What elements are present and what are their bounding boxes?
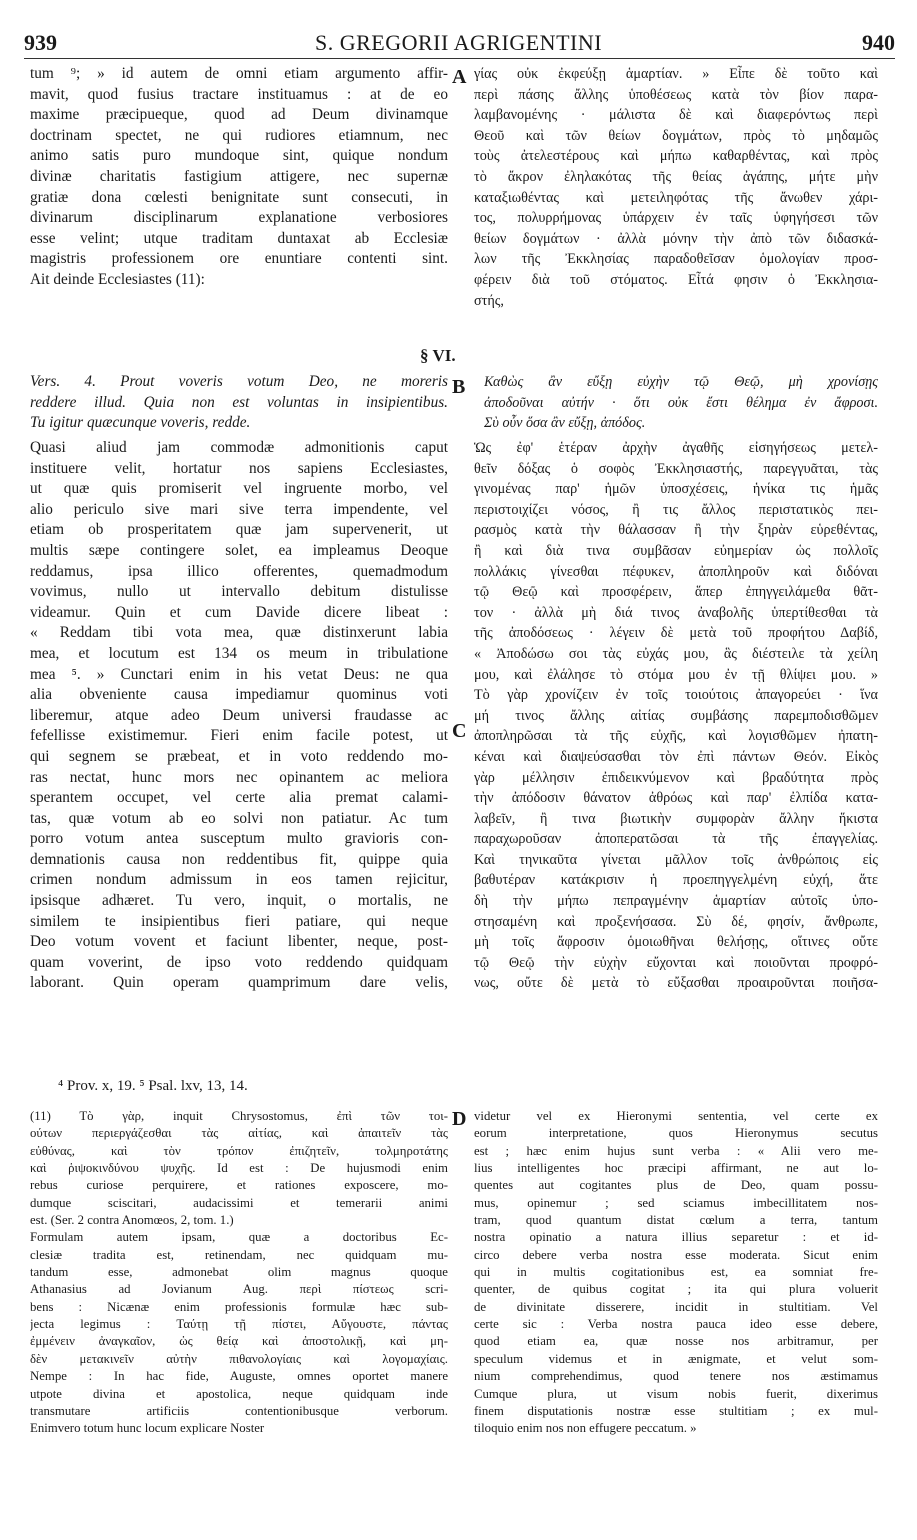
- latin-column-top: [30, 64, 448, 291]
- margin-marker-b: B: [452, 376, 466, 398]
- text-line: reddere illud. Quia non est voluntas in insipientibus.: [30, 393, 448, 411]
- text-line: bens : Nicænæ enim professionis formulæ hæc sub-: [30, 1299, 448, 1314]
- text-line: circo debere verba nostra esse moderata. Sicut enim: [474, 1247, 878, 1262]
- text-line: liberemur, atque adeo Deum universi fraudasse ac: [30, 706, 448, 724]
- text-line: qui segnem se præbeat, et in voto reddendo mo-: [30, 747, 448, 765]
- text-line: ipsisque adhæret. Tu vero, inquit, o mortalis, ne: [30, 892, 448, 910]
- text-line: mea, et locutum est 134 os meum in tribulatione: [30, 644, 448, 662]
- text-line: demnationis causa non reddentibus fit, quippe quia: [30, 850, 448, 868]
- text-line: γίας οὐκ ἐκφεύξῃ ἁμαρτίαν. » Εἶπε δὲ τοῦτο καὶ: [474, 66, 878, 82]
- text-line: τοὺς ἀτελεστέρους καὶ μήπω καθαρθέντας, καὶ πρὸς: [474, 148, 878, 165]
- text-line: porro votum antea susceptum multo gravioris con-: [30, 830, 448, 848]
- text-line: Καθὼς ἂν εὔξῃ εὐχὴν τῷ Θεῷ, μὴ χρονίσῃς: [484, 374, 878, 390]
- text-line: instituere velit, hortatur nos sapiens Ecclesiastes,: [30, 459, 448, 477]
- text-line: περιστοιχίζει νόσος, ἢ τις ἄλλος περιστατικὸς πει-: [474, 501, 878, 518]
- text-line: crimen nondum admissum in eos tamen rejicitur,: [30, 871, 448, 889]
- text-line: εὐθύνας, καὶ τὸν τρόπον ἐπιζητεῖν, τολμηροτάτης: [30, 1143, 448, 1158]
- text-line: lius intelligentes hoc præcipi affirmant, ne aut lo-: [474, 1161, 878, 1176]
- text-line: videtur vel ex Hieronymi sententia, vel certe ex: [474, 1109, 878, 1123]
- text-line: tandum esse, admonebat olim magnus quoque: [30, 1265, 448, 1280]
- text-line: δὲν μετακινεῖν αὐτὴν πιθανολογίαις καὶ λογομαχίαις.: [30, 1351, 448, 1366]
- text-line: tas, quæ votum ab eo solvi non patiatur. Ac tum: [30, 809, 448, 827]
- text-line: esse velint; utque traditam duntaxat ab Ecclesiæ: [30, 229, 448, 247]
- text-line: Σὺ οὖν ὅσα ἂν εὔξῃ, ἀπόδος.: [484, 415, 646, 432]
- page-number-right: 940: [862, 30, 895, 55]
- text-line: similem te insipientibus fieri patiare, qui neque: [30, 912, 448, 930]
- text-line: rebus curiose perquirere, et rationes exposcere, mo-: [30, 1178, 448, 1193]
- text-line: magistris professionem ore enuntiare contenti sint.: [30, 250, 448, 268]
- text-line: Cumque plura, ut visum nobis fuerit, dixerimus: [474, 1386, 878, 1401]
- text-line: finem disputationis nostræ esse stultitiam ; ex mul-: [474, 1403, 878, 1418]
- text-line: Deo votum vovent et faciunt libenter, neque, post-: [30, 933, 448, 951]
- text-line: δὴ τὴν μήπω πεπραγμένην ἁμαρτίαν αὐτοῖς ὑπο-: [474, 893, 878, 910]
- text-line: mea ⁵. » Cunctari enim in his vetat Deus: ne qua: [30, 665, 448, 683]
- text-line: Athanasius ad Jovianum Aug. περὶ πίστεως scri-: [30, 1282, 448, 1297]
- text-line: quod etiam ea, quæ nosse nos arbitramur, per: [474, 1334, 878, 1349]
- text-line: « Ἀποδώσω σοι τὰς εὐχάς μου, ἃς διέστειλε τὰ χείλη: [474, 645, 878, 662]
- text-line: Enimvero totum hunc locum explicare Noster: [30, 1421, 265, 1436]
- text-line: στής,: [474, 292, 504, 309]
- text-line: quentes aut cogitantes plus de Deo, quam possu-: [474, 1178, 878, 1193]
- text-line: « Reddam tibi vota mea, quæ distinxerunt labia: [30, 624, 448, 642]
- text-line: ἀποδοῦναι αὐτήν · ὅτι οὐκ ἔστι θέλημα ἐν ἄφροσι.: [484, 394, 878, 411]
- header-rule: [24, 58, 895, 59]
- text-line: quam voverint, de ipso voto reddendo quidquam: [30, 953, 448, 971]
- text-line: φέρειν διὰ τοῦ στόματος. Εἶτά φησιν ὁ Ἐκκλησια-: [474, 271, 878, 288]
- text-line: Tu igitur quæcunque voveris, redde.: [30, 414, 251, 432]
- page-number-left: 939: [24, 30, 57, 55]
- text-line: μὴ τοῖς ἄφροσιν ὁμοιωθῆναι θελήσῃς, οἵτινες οὔτε: [474, 934, 878, 951]
- text-line: ούτων περιεργάζεσθαι τὰς αἰτίας, καὶ ἀπαιτεῖν τὰς: [30, 1126, 448, 1141]
- text-line: reddamus, ipsa illico offerentes, quemadmodum: [30, 562, 448, 580]
- text-line: στησαμένη καὶ προξενήσασα. Σὺ δέ, φησίν, ἄνθρωπε,: [474, 913, 878, 930]
- text-line: ἐμμένειν ἀναγκαῖον, ὡς θείᾳ καὶ ἀποστολικῇ, καὶ μη-: [30, 1334, 448, 1349]
- text-line: qui in multis cogitationibus est, ea somniat fre-: [474, 1265, 878, 1280]
- text-line: clesiæ tradita est, retinendam, nec quidquam mu-: [30, 1247, 448, 1262]
- text-line: Nempe : In hac fide, Auguste, omnes oportet manere: [30, 1369, 448, 1384]
- text-line: γινομένας παρ' ἡμῶν ὑποσχέσεις, ἡνίκα τις ἡμᾶς: [474, 481, 878, 498]
- text-line: θεῖν δόξας ὁ σοφὸς Ἐκκλησιαστής, παρεγγυᾶται, τὰς: [474, 460, 878, 477]
- text-line: maxime præcipueque, quod ad Deum divinamque: [30, 106, 448, 124]
- margin-marker-c: C: [452, 720, 467, 742]
- text-line: est. (Ser. 2 contra Anomœos, 2, tom. 1.): [30, 1213, 234, 1228]
- text-line: γὰρ μέλλησιν ἐπιδεικνύμενον καὶ βραδύτητα πρὸς: [474, 769, 878, 786]
- text-line: Τὸ γὰρ χρονίζειν ἐν τοῖς τοιούτοις ἀπαγορεύει · ἵνα: [474, 687, 878, 704]
- text-line: (11) Τὸ γὰρ, inquit Chrysostomus, ἐπὶ τῶν τοι-: [30, 1109, 448, 1123]
- text-line: laborant. Quin operam quamprimum dare velis,: [30, 974, 448, 992]
- running-header: [0, 26, 917, 60]
- running-title: S. GREGORII AGRIGENTINI: [314, 30, 603, 55]
- greek-column-main: [474, 438, 878, 994]
- latin-column-main: [30, 438, 448, 994]
- text-line: tram, quod quantum distat cœlum a terra, tantum: [474, 1213, 878, 1228]
- text-line: τῆς ἀποδόσεως · λέγειν δὲ μετὰ τοῦ προφήτου Δαβίδ,: [474, 625, 878, 642]
- text-line: τῷ Θεῷ τὴν εὐχὴν εὔχονται καὶ ποιοῦνται προφρό-: [474, 954, 878, 971]
- text-line: alio periculo sive mari sive terra impendente, vel: [30, 500, 448, 518]
- text-line: jecta legimus : Ταύτῃ τῇ πίστει, Αὔγουστε, πάντας: [30, 1317, 448, 1332]
- text-line: sperantem occupet, vel certe alia premat calami-: [30, 789, 448, 807]
- text-line: Quasi aliud jam commodæ admonitionis caput: [30, 439, 448, 456]
- text-line: de divinitate disserere, incidit in stultitiam. Vel: [474, 1299, 878, 1314]
- text-line: quenter, de quibus cogitat ; ita qui plura voluerit: [474, 1282, 878, 1297]
- text-line: Ὡς ἐφ' ἑτέραν ἀρχὴν ἀγαθῆς εἰσηγήσεως μετελ-: [474, 440, 878, 456]
- text-line: βαθυτέραν κατάκρισιν ἡ προεπηγγελμένη εὐχή, ἅτε: [474, 872, 878, 889]
- text-line: ras nectat, hunc mors nec opinantem ac meliora: [30, 768, 448, 786]
- text-line: divinæ charitatis fastigium attigere, nec supernæ: [30, 167, 448, 185]
- text-line: gratiæ dona cœlesti benignitate sunt consecuti, in: [30, 188, 448, 206]
- text-line: περὶ πάσης ἄλλης ὑποθέσεως κατὰ τὸν βίον παρα-: [474, 86, 878, 103]
- text-line: λων τῆς Ἐκκλησίας παραδοθεῖσαν ὁμολογίαν προσ-: [474, 251, 878, 268]
- text-line: mavit, quod fusius tractare instituamus : at de eo: [30, 85, 448, 103]
- text-line: Ait deinde Ecclesiastes (11):: [30, 270, 205, 288]
- text-line: Θεοῦ καὶ τῶν θείων δογμάτων, πρὸς τὸ μηδαμῶς: [474, 127, 878, 144]
- text-line: certe sic : Verba nostra pauca ideo esse debere,: [474, 1317, 878, 1332]
- section-heading: § VI.: [420, 346, 456, 365]
- text-line: μου, καὶ ἐλάλησε τὸ στόμα μου ἐν τῇ θλίψει μου. »: [474, 666, 878, 683]
- text-line: vovimus, nullo ut intervallo debitum distulisse: [30, 583, 448, 601]
- text-line: ἀποπληρῶσαι τὰ τῆς εὐχῆς, καὶ λογισθῶμεν ἠπατη-: [474, 728, 878, 745]
- text-line: est ; hæc enim hujus sunt verba : « Alii vero me-: [474, 1143, 878, 1158]
- text-line: καὶ ῥιψοκινδύνου ψυχῆς. Id est : De hujusmodi enim: [30, 1161, 448, 1176]
- right-notes: [474, 1108, 878, 1438]
- text-line: τὴν ἀπόδοσιν θάνατον ἀθρόως καὶ παρ' ἐλπίδα κατα-: [474, 790, 878, 807]
- text-line: ἢ καὶ διὰ τινα συμβᾶσαν εὐημερίαν ὡς πολλοῖς: [474, 542, 878, 559]
- text-line: mus, opinemur ; sed sciamus imbecillitatem nos-: [474, 1195, 878, 1210]
- greek-column-top: [474, 64, 878, 311]
- footnote-references: ⁴ Prov. x, 19. ⁵ Psal. lxv, 13, 14.: [58, 1078, 248, 1094]
- text-line: τον · ἀλλὰ μὴ διά τινος ἀναβολῆς ὑπερτίθεσθαι τὰ: [474, 604, 878, 621]
- text-line: θείων δογμάτων · ἀλλὰ μόνην τὴν ἀπὸ τῶν διδασκά-: [474, 230, 878, 247]
- text-line: transmutare artificiis contentionibusque verborum.: [30, 1403, 448, 1418]
- text-line: λαβεῖν, ἢ τινα βιωτικὴν συμφορὰν ἄλλην ἥκιστα: [474, 810, 878, 827]
- text-line: ut quæ quis promiserit vel ingruente morbo, vel: [30, 480, 448, 498]
- margin-marker-a: A: [452, 66, 467, 88]
- text-line: Καὶ τηνικαῦτα γίνεται μᾶλλον τοῖς ἀνθρώποις εἰς: [474, 851, 878, 868]
- text-line: dumque sciscitari, audacissimi et temerarii animi: [30, 1195, 448, 1210]
- margin-marker-d: D: [452, 1108, 467, 1130]
- text-line: ρασμὸς κατὰ τὴν θάλασσαν ἢ τὴν ξηρὰν εὑρεθέντας,: [474, 522, 878, 539]
- text-line: divinarum disciplinarum explanatione verbosiores: [30, 209, 448, 227]
- text-line: nostra opinatio a natura illius separetur : et id-: [474, 1230, 878, 1245]
- text-line: πολλάκις γίνεσθαι πέφυκεν, ἀποπληροῦν καὶ διδόναι: [474, 563, 878, 580]
- text-line: παραχωροῦσαν ἀποπερατῶσαι τὰ τῆς ἐπαγγελίας.: [474, 831, 878, 848]
- text-line: utpote divina et apostolica, neque quidquam inde: [30, 1386, 448, 1401]
- text-line: τος, πολυρρήμονας ὑπάρχειν ἐν ταῖς ὑφηγήσεσι τῶν: [474, 210, 878, 227]
- greek-verse: [484, 372, 878, 434]
- text-line: καταξιωθέντας καὶ μετειληφότας τῆς ἄνωθεν χάρι-: [474, 189, 878, 206]
- text-line: νως, οὔτε δὲ μετὰ τὸ εὔξασθαι προαιροῦνται ποιῆσα-: [474, 975, 878, 992]
- text-line: videamur. Quin et cum Davide dicere libeat :: [30, 603, 448, 621]
- latin-notes: [30, 1108, 448, 1438]
- text-line: doctrinam spectet, ne qui rudiores etiamnum, nec: [30, 126, 448, 144]
- text-line: κέναι καὶ διαψεύσασθαι τὸν ἐπὶ πάντων Θεόν. Εἰκὸς: [474, 748, 878, 765]
- text-line: multis sæpe contingere solet, ea impleamus Deoque: [30, 541, 448, 559]
- text-line: tum ⁹; » id autem de omni etiam argumento affir-: [30, 65, 448, 82]
- text-line: τῷ Θεῷ καὶ προσφέρειν, ἅπερ ἐπηγγειλάμεθα θᾶτ-: [474, 584, 878, 601]
- text-line: animo satis puro mundoque sint, quique nondum: [30, 147, 448, 165]
- text-line: τὸ ἄκρον ἐληλακότας τῆς θείας ἀγάπης, μήτε μὴν: [474, 168, 878, 185]
- text-line: λαμβανομένης · μάλιστα δὲ καὶ διαφερόντως περὶ: [474, 107, 878, 124]
- text-line: speculum videmus et in ænigmate, et velut som-: [474, 1351, 878, 1366]
- text-line: eorum interpretatione, quos Hieronymus secutus: [474, 1126, 878, 1141]
- text-line: Vers. 4. Prout voveris votum Deo, ne moreris: [30, 373, 448, 390]
- text-line: μή τινος ἄλλης αἰτίας συμβάσης παρεμποδισθῶμεν: [474, 707, 878, 724]
- text-line: nium comprehendimus, quod tenere nos æstimamus: [474, 1369, 878, 1384]
- text-line: etiam ob prosperitatem quæ jam supervenerit, ut: [30, 521, 448, 539]
- text-line: tiloquio enim nos non effugere peccatum. »: [474, 1421, 697, 1436]
- latin-verse: [30, 372, 448, 434]
- text-line: Formulam autem ipsam, quæ a doctoribus Ec-: [30, 1230, 448, 1245]
- text-line: fefellisse existimemur. Fieri enim facile potest, ut: [30, 727, 448, 745]
- text-line: alia obveniente causa impediamur quominus voti: [30, 686, 448, 704]
